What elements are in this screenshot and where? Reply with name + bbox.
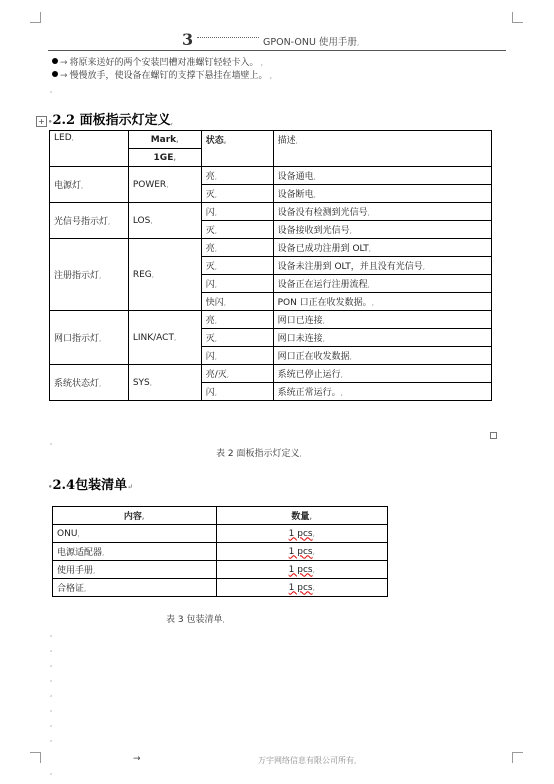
paragraph-mark: , — [50, 660, 53, 668]
led-state: 亮, — [201, 239, 273, 257]
paragraph-mark: , — [50, 735, 53, 743]
led-name: 光信号指示灯, — [50, 203, 129, 239]
package-list-table — [52, 506, 388, 597]
paragraph-mark: , — [50, 438, 53, 446]
led-desc: 设备正在运行注册流程, — [273, 275, 491, 293]
led-state: 闪, — [201, 275, 273, 293]
led-state: 灭, — [201, 221, 273, 239]
led-desc: 设备通电, — [273, 167, 491, 185]
led-desc: 网口正在收发数据, — [273, 347, 491, 365]
page-number: 3 — [182, 30, 194, 49]
led-desc: PON 口正在收发数据。, — [273, 293, 491, 311]
table-row — [50, 311, 492, 329]
led-state: 闪, — [201, 347, 273, 365]
led-desc: 设备接收到光信号, — [273, 221, 491, 239]
bullet-item: → 慢慢放手，使设备在螺钉的支撑下悬挂在墙壁上。 , — [52, 68, 272, 81]
paragraph-mark: , — [50, 720, 53, 728]
table-row — [50, 203, 492, 221]
header-desc: 描述, — [273, 131, 491, 167]
paragraph-mark: , — [50, 86, 53, 94]
page-header — [175, 30, 475, 49]
bullet-dot-icon — [52, 71, 58, 77]
package-qty: 1 pcs, — [216, 579, 387, 597]
margin-corner-top-left — [30, 12, 41, 23]
header-item: 内容, — [53, 507, 217, 525]
led-desc: 设备没有检测到光信号, — [273, 203, 491, 221]
led-state: 灭, — [201, 257, 273, 275]
header-title: GPON-ONU 使用手册, — [263, 37, 360, 48]
footer-tab-arrow: → — [133, 754, 141, 764]
section-title-leds: •2.2 面板指示灯定义, — [48, 113, 174, 128]
package-item: 使用手册, — [53, 561, 217, 579]
led-desc: 设备断电, — [273, 185, 491, 203]
header-led: LED, — [50, 131, 129, 167]
package-item: ONU, — [53, 525, 217, 543]
led-table-caption: 表 2 面板指示灯定义, — [216, 449, 302, 459]
led-desc: 设备未注册到 OLT，并且没有光信号, — [273, 257, 491, 275]
paragraph-mark: , — [50, 690, 53, 698]
footer-company: 万宇网络信息有限公司所有, — [258, 756, 357, 765]
led-mark: SYS, — [128, 365, 201, 401]
tab-arrow-icon: → — [60, 71, 68, 81]
led-state: 亮, — [201, 167, 273, 185]
header-rule — [48, 50, 506, 51]
table-row — [50, 167, 492, 185]
header-mark-sub: 1GE, — [128, 149, 201, 167]
header-leader-dots — [197, 37, 259, 38]
table-move-handle[interactable]: + — [36, 116, 47, 127]
paragraph-mark: , — [50, 768, 53, 776]
led-state: 亮, — [201, 311, 273, 329]
margin-corner-top-right — [512, 12, 523, 23]
header-state: 状态, — [201, 131, 273, 167]
led-name: 电源灯, — [50, 167, 129, 203]
led-mark: LOS, — [128, 203, 201, 239]
led-desc: 网口已连接, — [273, 311, 491, 329]
led-name: 注册指示灯, — [50, 239, 129, 311]
table-row — [53, 525, 388, 543]
paragraph-mark: , — [50, 645, 53, 653]
led-name: 网口指示灯, — [50, 311, 129, 365]
bullet-item: → 将原来送好的两个安装凹槽对准螺钉轻轻卡入。 , — [52, 55, 263, 68]
led-desc: 系统已停止运行, — [273, 365, 491, 383]
paragraph-mark: , — [50, 630, 53, 638]
tab-arrow-icon: → — [60, 58, 68, 68]
paragraph-mark: , — [50, 675, 53, 683]
led-state: 亮/灭, — [201, 365, 273, 383]
led-state: 闪, — [201, 203, 273, 221]
led-state: 灭, — [201, 329, 273, 347]
header-mark: Mark, — [128, 131, 201, 149]
margin-corner-bottom-right — [512, 752, 523, 763]
led-mark: LINK/ACT, — [128, 311, 201, 365]
package-qty: 1 pcs, — [216, 561, 387, 579]
margin-corner-bottom-left — [30, 752, 41, 763]
table-row — [50, 365, 492, 383]
section-title-package: •2.4包装清单↵ — [48, 478, 133, 493]
led-state: 闪, — [201, 383, 273, 401]
table-row — [53, 561, 388, 579]
led-mark: POWER, — [128, 167, 201, 203]
package-item: 电源适配器, — [53, 543, 217, 561]
led-definition-table — [49, 130, 492, 401]
table-resize-handle[interactable] — [490, 432, 497, 439]
table-row — [53, 543, 388, 561]
led-state: 灭, — [201, 185, 273, 203]
led-desc: 系统正常运行。, — [273, 383, 491, 401]
led-name: 系统状态灯, — [50, 365, 129, 401]
paragraph-mark: , — [50, 705, 53, 713]
package-table-caption: 表 3 包装清单, — [166, 615, 225, 625]
led-mark: REG, — [128, 239, 201, 311]
table-row — [53, 579, 388, 597]
package-item: 合格证, — [53, 579, 217, 597]
package-qty: 1 pcs, — [216, 543, 387, 561]
header-qty: 数量, — [216, 507, 387, 525]
led-desc: 网口未连接, — [273, 329, 491, 347]
led-desc: 设备已成功注册到 OLT, — [273, 239, 491, 257]
led-state: 快闪, — [201, 293, 273, 311]
package-qty: 1 pcs, — [216, 525, 387, 543]
table-row — [50, 239, 492, 257]
bullet-dot-icon — [52, 58, 58, 64]
